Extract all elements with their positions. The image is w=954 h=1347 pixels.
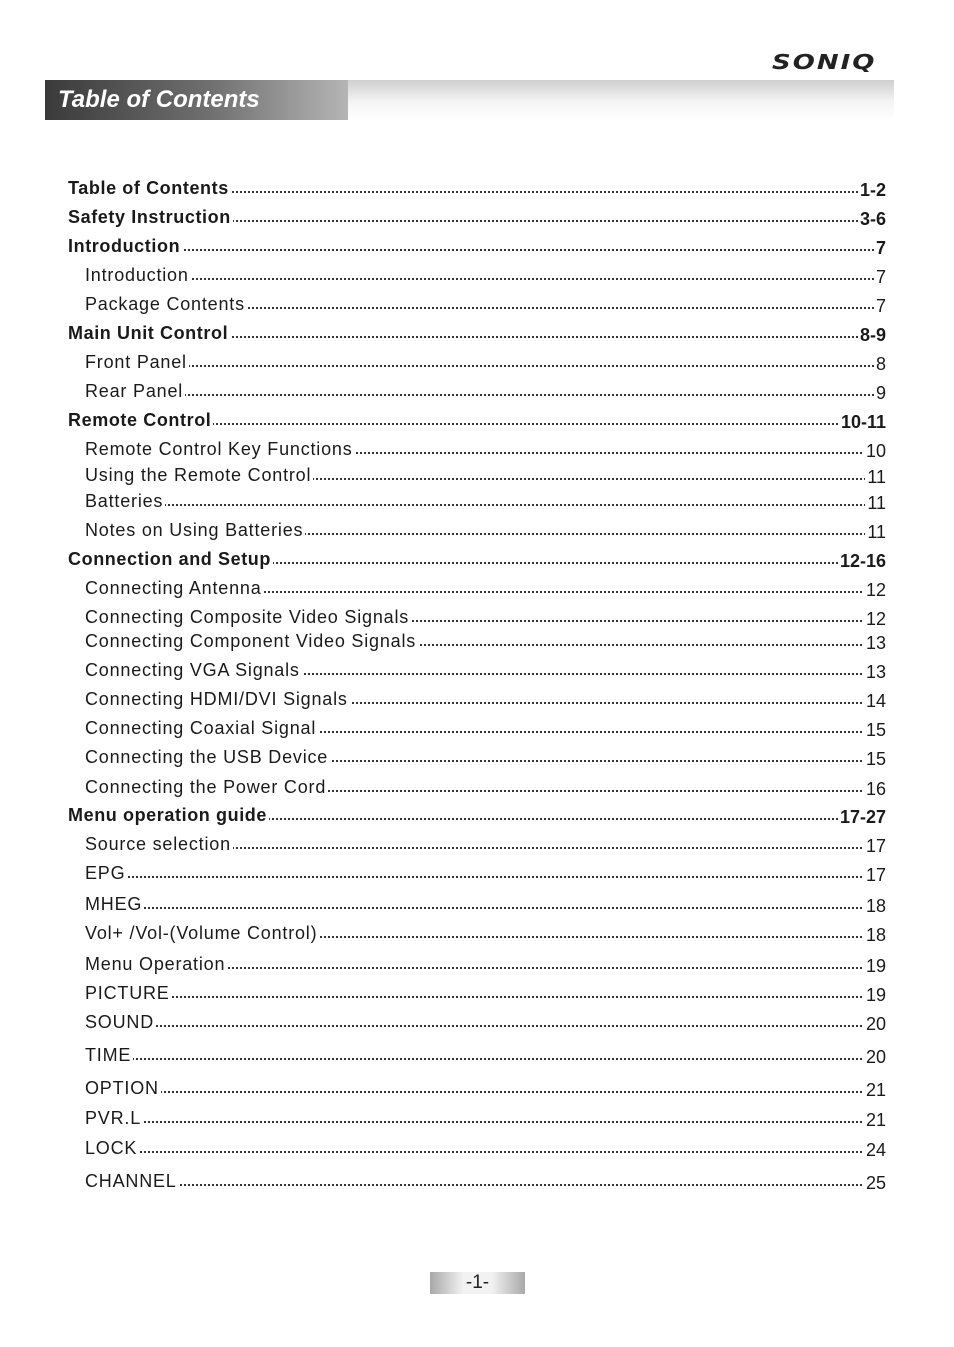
toc-entry-page: 20 xyxy=(865,1014,886,1034)
toc-entry-label: Remote Control xyxy=(68,410,212,430)
toc-entry-label: Using the Remote Control xyxy=(85,465,312,485)
toc-entry-page: 15 xyxy=(865,749,886,769)
toc-entry-label: OPTION xyxy=(85,1078,159,1098)
toc-entry-label: Connecting the USB Device xyxy=(85,747,329,767)
toc-entry-page: 21 xyxy=(865,1080,886,1100)
toc-entry-label: LOCK xyxy=(85,1138,138,1158)
toc-entry xyxy=(0,630,954,656)
toc-leader-dots xyxy=(85,907,882,909)
toc-entry xyxy=(0,409,954,435)
toc-entry xyxy=(0,1044,954,1070)
toc-entry xyxy=(0,922,954,948)
toc-entry xyxy=(0,1011,954,1037)
toc-entry xyxy=(0,1077,954,1103)
toc-entry-label: Package Contents xyxy=(85,294,245,314)
toc-entry-label: TIME xyxy=(85,1045,132,1065)
toc-entry-page: 24 xyxy=(865,1140,886,1160)
toc-entry-page: 17-27 xyxy=(839,807,886,827)
toc-entry-label: SOUND xyxy=(85,1012,155,1032)
toc-entry-page: 12 xyxy=(865,580,886,600)
toc-entry-page: 19 xyxy=(865,985,886,1005)
toc-entry-page: 3-6 xyxy=(859,209,886,229)
toc-leader-dots xyxy=(68,249,882,251)
toc-entry xyxy=(0,1170,954,1196)
toc-entry-page: 10-11 xyxy=(840,412,886,432)
toc-entry-label: Menu operation guide xyxy=(68,805,267,825)
toc-entry xyxy=(0,464,954,490)
toc-entry xyxy=(0,264,954,290)
toc-entry xyxy=(0,438,954,464)
toc-entry-label: Remote Control Key Functions xyxy=(85,439,353,459)
toc-entry-label: Source selection xyxy=(85,834,231,854)
toc-entry-label: Connecting VGA Signals xyxy=(85,660,300,680)
toc-entry xyxy=(0,1107,954,1133)
toc-entry-label: Introduction xyxy=(68,236,181,256)
toc-entry xyxy=(0,688,954,714)
toc-entry-page: 11 xyxy=(867,522,886,542)
toc-entry xyxy=(0,177,954,203)
toc-entry xyxy=(0,717,954,743)
toc-entry-label: PVR.L xyxy=(85,1108,142,1128)
toc-entry-page: 11 xyxy=(867,467,886,487)
toc-entry-page: 20 xyxy=(865,1047,886,1067)
toc-entry-page: 21 xyxy=(865,1110,886,1130)
toc-entry-label: Introduction xyxy=(85,265,189,285)
toc-entry-label: Connecting Composite Video Signals xyxy=(85,607,410,627)
toc-entry-page: 10 xyxy=(865,441,886,461)
toc-entry-page: 7 xyxy=(875,296,886,316)
toc-leader-dots xyxy=(85,504,882,506)
toc-leader-dots xyxy=(85,278,882,280)
page-title: Table of Contents xyxy=(58,86,260,113)
toc-entry-label: Vol+ /Vol-(Volume Control) xyxy=(85,923,318,943)
toc-entry-page: 18 xyxy=(865,925,886,945)
toc-leader-dots xyxy=(85,1058,882,1060)
toc-entry-label: Safety Instruction xyxy=(68,207,231,227)
toc-entry-label: Connecting Coaxial Signal xyxy=(85,718,317,738)
toc-entry-label: EPG xyxy=(85,863,126,883)
toc-leader-dots xyxy=(85,1025,882,1027)
toc-entry-page: 7 xyxy=(875,267,886,287)
toc-entry xyxy=(0,746,954,772)
toc-entry-page: 17 xyxy=(865,865,886,885)
toc-entry xyxy=(0,833,954,859)
toc-entry xyxy=(0,776,954,802)
toc-entry xyxy=(0,606,954,632)
toc-entry xyxy=(0,862,954,888)
toc-entry xyxy=(0,490,954,516)
toc-entry-label: Connecting Antenna xyxy=(85,578,262,598)
toc-entry-label: CHANNEL xyxy=(85,1171,177,1191)
toc-entry-page: 12-16 xyxy=(839,551,886,571)
toc-entry-label: MHEG xyxy=(85,894,143,914)
toc-entry-label: Rear Panel xyxy=(85,381,184,401)
toc-entry xyxy=(0,351,954,377)
toc-entry-label: PICTURE xyxy=(85,983,170,1003)
toc-leader-dots xyxy=(85,1184,882,1186)
toc-entry-page: 8 xyxy=(875,354,886,374)
toc-entry-label: Main Unit Control xyxy=(68,323,229,343)
toc-entry xyxy=(0,548,954,574)
toc-entry xyxy=(0,235,954,261)
toc-entry-page: 11 xyxy=(867,493,886,513)
toc-entry-page: 19 xyxy=(865,956,886,976)
toc-entry xyxy=(0,659,954,685)
toc-entry-label: Front Panel xyxy=(85,352,187,372)
toc-entry xyxy=(0,893,954,919)
toc-leader-dots xyxy=(85,1091,882,1093)
toc-entry xyxy=(0,1137,954,1163)
toc-entry-page: 25 xyxy=(865,1173,886,1193)
toc-entry-page: 14 xyxy=(865,691,886,711)
toc-entry-label: Connection and Setup xyxy=(68,549,271,569)
toc-entry-page: 8-9 xyxy=(859,325,886,345)
toc-entry xyxy=(0,293,954,319)
toc-entry-page: 15 xyxy=(865,720,886,740)
toc-entry xyxy=(0,953,954,979)
toc-entry-label: Connecting Component Video Signals xyxy=(85,631,417,651)
toc-entry-label: Table of Contents xyxy=(68,178,229,198)
toc-entry xyxy=(0,577,954,603)
toc-leader-dots xyxy=(85,1151,882,1153)
toc-entry-page: 7 xyxy=(875,238,886,258)
toc-entry-label: Connecting the Power Cord xyxy=(85,777,327,797)
toc-entry-label: Connecting HDMI/DVI Signals xyxy=(85,689,348,709)
toc-leader-dots xyxy=(85,1121,882,1123)
toc-entry xyxy=(0,206,954,232)
toc-entry-page: 13 xyxy=(865,662,886,682)
toc-leader-dots xyxy=(85,365,882,367)
toc-entry xyxy=(0,380,954,406)
toc-entry-page: 12 xyxy=(865,609,886,629)
page-number: -1- xyxy=(465,1272,490,1293)
toc-entry-label: Batteries xyxy=(85,491,164,511)
toc-entry-page: 18 xyxy=(865,896,886,916)
toc-entry-page: 13 xyxy=(865,633,886,653)
toc-entry-page: 1-2 xyxy=(859,180,886,200)
toc-entry-page: 9 xyxy=(875,383,886,403)
toc-entry xyxy=(0,519,954,545)
toc-entry-page: 16 xyxy=(865,779,886,799)
toc-entry-label: Menu Operation xyxy=(85,954,226,974)
toc-entry-page: 17 xyxy=(865,836,886,856)
toc-entry xyxy=(0,322,954,348)
toc-leader-dots xyxy=(85,876,882,878)
toc-entry xyxy=(0,804,954,830)
toc-leader-dots xyxy=(85,394,882,396)
toc-entry-label: Notes on Using Batteries xyxy=(85,520,304,540)
toc-entry xyxy=(0,982,954,1008)
toc-leader-dots xyxy=(85,996,882,998)
brand-logo: SONIQ xyxy=(772,50,877,75)
